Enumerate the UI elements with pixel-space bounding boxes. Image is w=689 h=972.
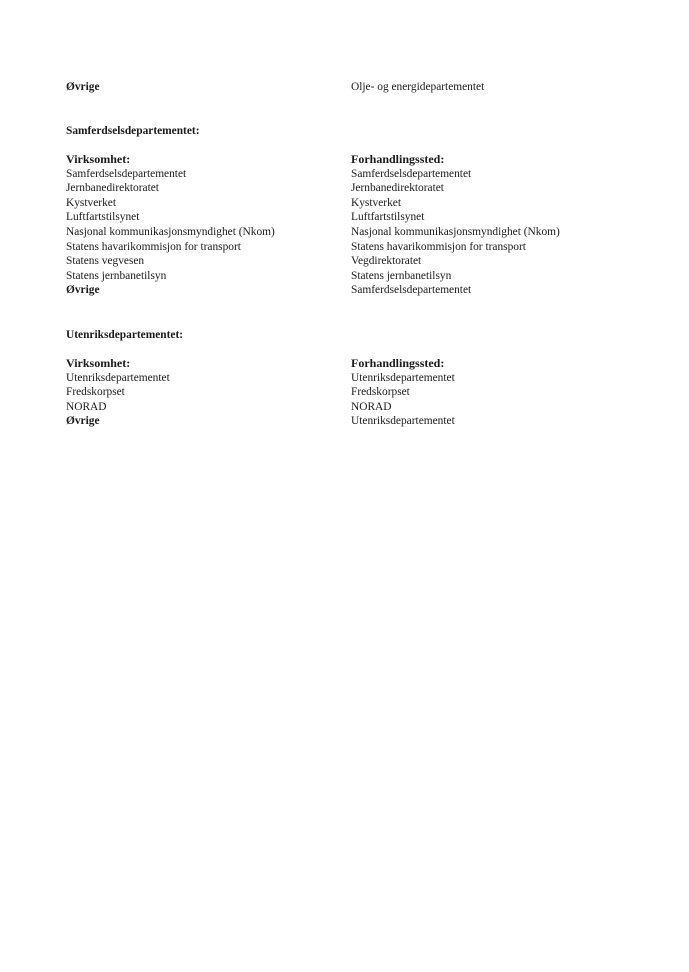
list-item: NORAD — [66, 400, 107, 413]
forhandlingssted-column — [351, 152, 671, 298]
list-item: Utenriksdepartementet — [66, 371, 170, 384]
list-item: Utenriksdepartementet — [351, 371, 455, 384]
list-item: Statens jernbanetilsyn — [66, 269, 167, 282]
list-item: Samferdselsdepartementet — [351, 167, 472, 180]
list-item: Jernbanedirektoratet — [66, 182, 159, 195]
column-header: Virksomhet: — [66, 152, 131, 166]
list-item: Øvrige — [66, 415, 100, 428]
list-item: Nasjonal kommunikasjonsmyndighet (Nkom) — [66, 225, 275, 238]
list-item: Utenriksdepartementet — [351, 415, 455, 428]
list-item: Statens jernbanetilsyn — [351, 269, 452, 282]
virksomhet-column — [66, 152, 336, 298]
list-item: Kystverket — [351, 196, 401, 209]
column-header: Forhandlingssted: — [351, 152, 445, 166]
list-item: Kystverket — [66, 196, 116, 209]
list-item: Luftfartstilsynet — [66, 211, 140, 224]
list-item: Jernbanedirektoratet — [351, 182, 444, 195]
top-right-label: Olje- og energidepartementet — [351, 81, 485, 93]
section-title: Samferdselsdepartementet: — [66, 125, 200, 137]
column-header: Forhandlingssted: — [351, 356, 445, 370]
virksomhet-column — [66, 356, 336, 429]
list-item: Vegdirektoratet — [351, 255, 422, 268]
section-title: Utenriksdepartementet: — [66, 329, 184, 341]
list-item: Statens havarikommisjon for transport — [66, 240, 241, 253]
forhandlingssted-column — [351, 356, 671, 429]
list-item: Luftfartstilsynet — [351, 211, 425, 224]
list-item: Statens vegvesen — [66, 255, 145, 268]
list-item: NORAD — [351, 400, 392, 413]
list-item: Nasjonal kommunikasjonsmyndighet (Nkom) — [351, 225, 560, 238]
list-item: Samferdselsdepartementet — [66, 167, 187, 180]
list-item: Fredskorpset — [66, 386, 125, 399]
list-item: Fredskorpset — [351, 386, 410, 399]
list-item: Øvrige — [66, 284, 100, 297]
column-header: Virksomhet: — [66, 356, 131, 370]
top-left-label: Øvrige — [66, 81, 100, 93]
list-item: Samferdselsdepartementet — [351, 284, 472, 297]
list-item: Statens havarikommisjon for transport — [351, 240, 526, 253]
